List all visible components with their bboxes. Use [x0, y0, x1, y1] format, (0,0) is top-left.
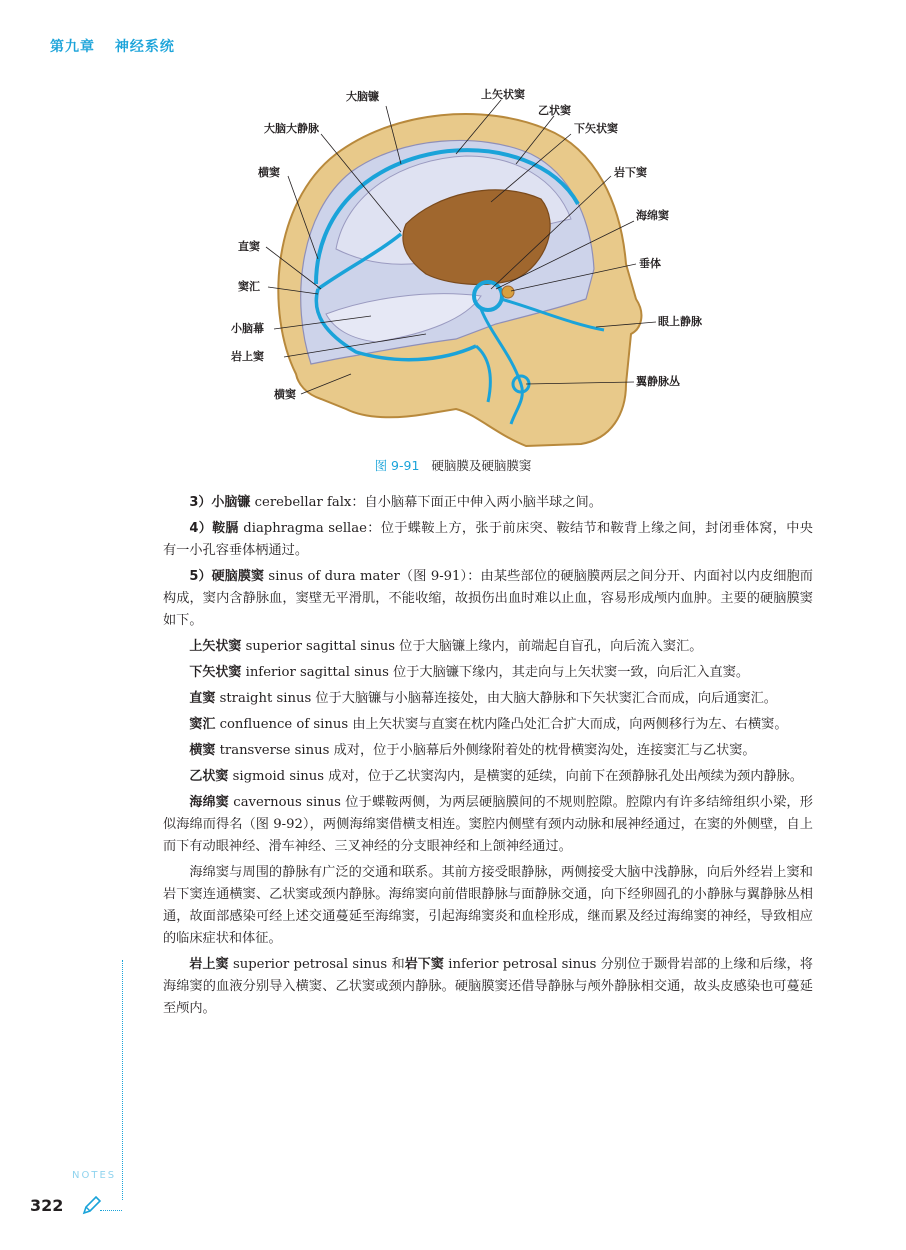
notes-margin-line	[122, 960, 123, 1200]
label-falx-cerebri: 大脑镰	[346, 90, 379, 103]
skull-illustration	[226, 84, 706, 454]
label-cavernous-sinus: 海绵窦	[636, 209, 669, 222]
body-text	[163, 492, 813, 1024]
notes-bottom-rule	[100, 1210, 122, 1211]
paragraph-cavernous-connections: 海绵窦与周围的静脉有广泛的交通和联系。其前方接受眼静脉，两侧接受大脑中浅静脉，向后外经岩上窦和岩下窦连通横窦、乙状窦或颈内静脉。海绵窦向前借眼静脉与面静脉交通，向下经卵圆孔的小静脉与翼静脉丛相通，故面部感染可经上述交通蔓延至海绵窦，引起海绵窦炎和血栓形成，继而累及经过海绵窦的神经，导致相应的临床症状和体征。	[163, 865, 813, 946]
dura-mater-figure	[226, 84, 706, 454]
paragraph-diaphragma-sellae: 4）鞍膈 diaphragma sellae：位于蝶鞍上方，张于前床突、鞍结节和鞍背上缘之间，封闭垂体窝，中央有一小孔容垂体柄通过。	[163, 521, 813, 558]
label-straight-sinus: 直窦	[238, 240, 260, 253]
label-great-cerebral-vein: 大脑大静脉	[264, 122, 319, 135]
label-sigmoid-sinus: 乙状窦	[538, 104, 571, 117]
running-header	[50, 36, 189, 56]
paragraph-confluence: 窦汇 confluence of sinus 由上矢状窦与直窦在枕内隆凸处汇合扩大而成，向两侧移行为左、右横窦。	[189, 717, 788, 732]
pituitary-gland	[502, 286, 514, 298]
page-number: 322	[30, 1196, 64, 1215]
label-tentorium: 小脑幕	[231, 322, 264, 335]
paragraph-petrosal-sinuses: 岩上窦 superior petrosal sinus 和岩下窦 inferior petrosal sinus 分别位于颞骨岩部的上缘和后缘，将海绵窦的血液分别导入横窦、乙状窦或颈内静脉。硬脑膜窦还借导静脉与颅外静脉相交通，故头皮感染也可蔓延至颅内。	[163, 957, 813, 1016]
label-inferior-petrosal-sinus: 岩下窦	[614, 166, 647, 179]
notes-label: NOTES	[72, 1170, 117, 1181]
label-pterygoid-plexus: 翼静脉丛	[636, 375, 680, 388]
paragraph-cerebellar-falx: 3）小脑镰 cerebellar falx：自小脑幕下面正中伸入两小脑半球之间。	[189, 495, 602, 510]
paragraph-superior-sagittal-sinus: 上矢状窦 superior sagittal sinus 位于大脑镰上缘内，前端起自盲孔，向后流入窦汇。	[189, 639, 703, 654]
label-inferior-sagittal-sinus: 下矢状窦	[574, 122, 618, 135]
paragraph-inferior-sagittal-sinus: 下矢状窦 inferior sagittal sinus 位于大脑镰下缘内，其走向与上矢状窦一致，向后汇入直窦。	[189, 665, 750, 680]
label-transverse-sinus-top: 横窦	[258, 166, 280, 179]
paragraph-dural-sinus: 5）硬脑膜窦 sinus of dura mater（图 9-91）：由某些部位的硬脑膜两层之间分开、内面衬以内皮细胞而构成，窦内含静脉血，窦壁无平滑肌，不能收缩，故损伤出血时难以止血，容易形成颅内血肿。主要的硬脑膜窦如下。	[163, 569, 813, 628]
figure-number: 图 9-91	[374, 458, 420, 473]
paragraph-straight-sinus: 直窦 straight sinus 位于大脑镰与小脑幕连接处，由大脑大静脉和下矢状窦汇合而成，向后通窦汇。	[189, 691, 777, 706]
figure-caption	[0, 456, 906, 474]
label-superior-sagittal-sinus: 上矢状窦	[481, 88, 525, 101]
paragraph-sigmoid-sinus: 乙状窦 sigmoid sinus 成对，位于乙状窦沟内，是横窦的延续，向前下在颈静脉孔处出颅续为颈内静脉。	[189, 769, 803, 784]
label-confluence: 窦汇	[238, 280, 260, 293]
label-transverse-sinus-bottom: 横窦	[274, 388, 296, 401]
label-superior-ophthalmic-vein: 眼上静脉	[658, 315, 702, 328]
label-superior-petrosal-sinus: 岩上窦	[231, 350, 264, 363]
figure-title: 硬脑膜及硬脑膜窦	[431, 458, 532, 473]
chapter-title: 神经系统	[114, 39, 175, 55]
paragraph-transverse-sinus: 横窦 transverse sinus 成对，位于小脑幕后外侧缘附着处的枕骨横窦沟处，连接窦汇与乙状窦。	[189, 743, 756, 758]
chapter-number: 第九章	[50, 39, 95, 55]
label-pituitary: 垂体	[639, 257, 661, 270]
pencil-icon	[80, 1195, 102, 1217]
paragraph-cavernous-sinus: 海绵窦 cavernous sinus 位于蝶鞍两侧，为两层硬脑膜间的不规则腔隙。腔隙内有许多结缔组织小梁，形似海绵而得名（图 9-92），两侧海绵窦借横支相连。窦腔内侧壁有颈内动脉和展神经通过，在窦的外侧壁，自上而下有动眼神经、滑车神经、三叉神经的分支眼神经和上颌神经通过。	[163, 795, 813, 854]
